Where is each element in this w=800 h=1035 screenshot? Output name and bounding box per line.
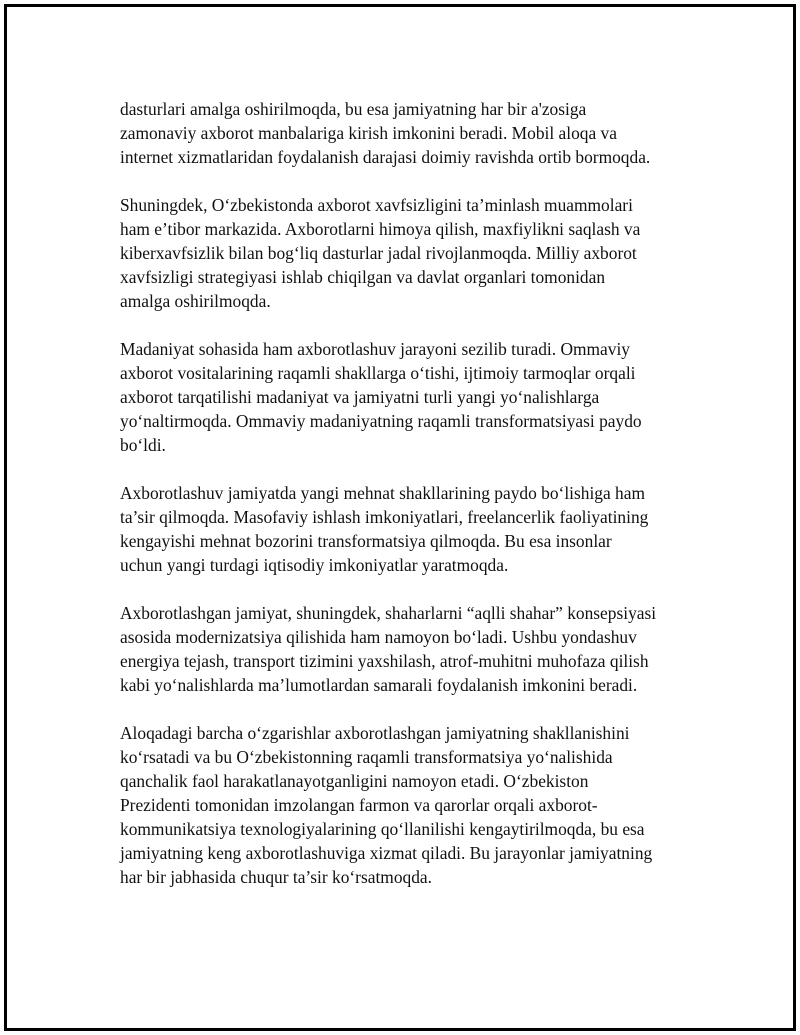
paragraph <box>120 601 705 697</box>
text-line: bo‘ldi. <box>120 435 166 455</box>
text-line: Axborotlashgan jamiyat, shuningdek, shaharlarni “aqlli shahar” konsepsiyasi <box>120 603 657 623</box>
text-line: dasturlari amalga oshirilmoqda, bu esa jamiyatning har bir a'zosiga <box>120 99 587 119</box>
text-line: internet xizmatlaridan foydalanish darajasi doimiy ravishda ortib bormoqda. <box>120 147 651 167</box>
paragraph <box>120 97 705 169</box>
text-line: energiya tejash, transport tizimini yaxshilash, atrof-muhitni muhofaza qilish <box>120 651 649 671</box>
paragraph <box>120 721 705 889</box>
paragraph <box>120 193 705 313</box>
text-line: amalga oshirilmoqda. <box>120 291 271 311</box>
text-line: qanchalik faol harakatlanayotganligini namoyon etadi. O‘zbekiston <box>120 771 589 791</box>
text-line: zamonaviy axborot manbalariga kirish imkonini beradi. Mobil aloqa va <box>120 123 617 143</box>
paragraph <box>120 337 705 457</box>
text-line: axborot vositalarining raqamli shakllarga o‘tishi, ijtimoiy tarmoqlar orqali <box>120 363 636 383</box>
text-line: ta’sir qilmoqda. Masofaviy ishlash imkoniyatlari, freelancerlik faoliyatining <box>120 507 649 527</box>
text-line: Prezidenti tomonidan imzolangan farmon va qarorlar orqali axborot- <box>120 795 598 815</box>
paragraph <box>120 481 705 577</box>
text-line: ko‘rsatadi va bu O‘zbekistonning raqamli transformatsiya yo‘nalishida <box>120 747 613 767</box>
document-body <box>120 97 705 913</box>
text-line: asosida modernizatsiya qilishida ham namoyon bo‘ladi. Ushbu yondashuv <box>120 627 637 647</box>
text-line: kommunikatsiya texnologiyalarining qo‘llanilishi kengaytirilmoqda, bu esa <box>120 819 645 839</box>
text-line: Madaniyat sohasida ham axborotlashuv jarayoni sezilib turadi. Ommaviy <box>120 339 631 359</box>
text-line: Aloqadagi barcha o‘zgarishlar axborotlashgan jamiyatning shakllanishini <box>120 723 630 743</box>
text-line: yo‘naltirmoqda. Ommaviy madaniyatning raqamli transformatsiyasi paydo <box>120 411 642 431</box>
text-line: har bir jabhasida chuqur ta’sir ko‘rsatmoqda. <box>120 867 432 887</box>
text-line: kengayishi mehnat bozorini transformatsiya qilmoqda. Bu esa insonlar <box>120 531 612 551</box>
text-line: kiberxavfsizlik bilan bog‘liq dasturlar jadal rivojlanmoqda. Milliy axborot <box>120 243 637 263</box>
text-line: ham e’tibor markazida. Axborotlarni himoya qilish, maxfiylikni saqlash va <box>120 219 641 239</box>
text-line: uchun yangi turdagi iqtisodiy imkoniyatlar yaratmoqda. <box>120 555 509 575</box>
text-line: jamiyatning keng axborotlashuviga xizmat qiladi. Bu jarayonlar jamiyatning <box>120 843 653 863</box>
text-line: axborot tarqatilishi madaniyat va jamiyatni turli yangi yo‘nalishlarga <box>120 387 600 407</box>
page-frame <box>4 4 796 1031</box>
text-line: xavfsizligi strategiyasi ishlab chiqilgan va davlat organlari tomonidan <box>120 267 606 287</box>
text-line: Axborotlashuv jamiyatda yangi mehnat shakllarining paydo bo‘lishiga ham <box>120 483 645 503</box>
text-line: Shuningdek, O‘zbekistonda axborot xavfsizligini ta’minlash muammolari <box>120 195 633 215</box>
text-line: kabi yo‘nalishlarda ma’lumotlardan samarali foydalanish imkonini beradi. <box>120 675 638 695</box>
